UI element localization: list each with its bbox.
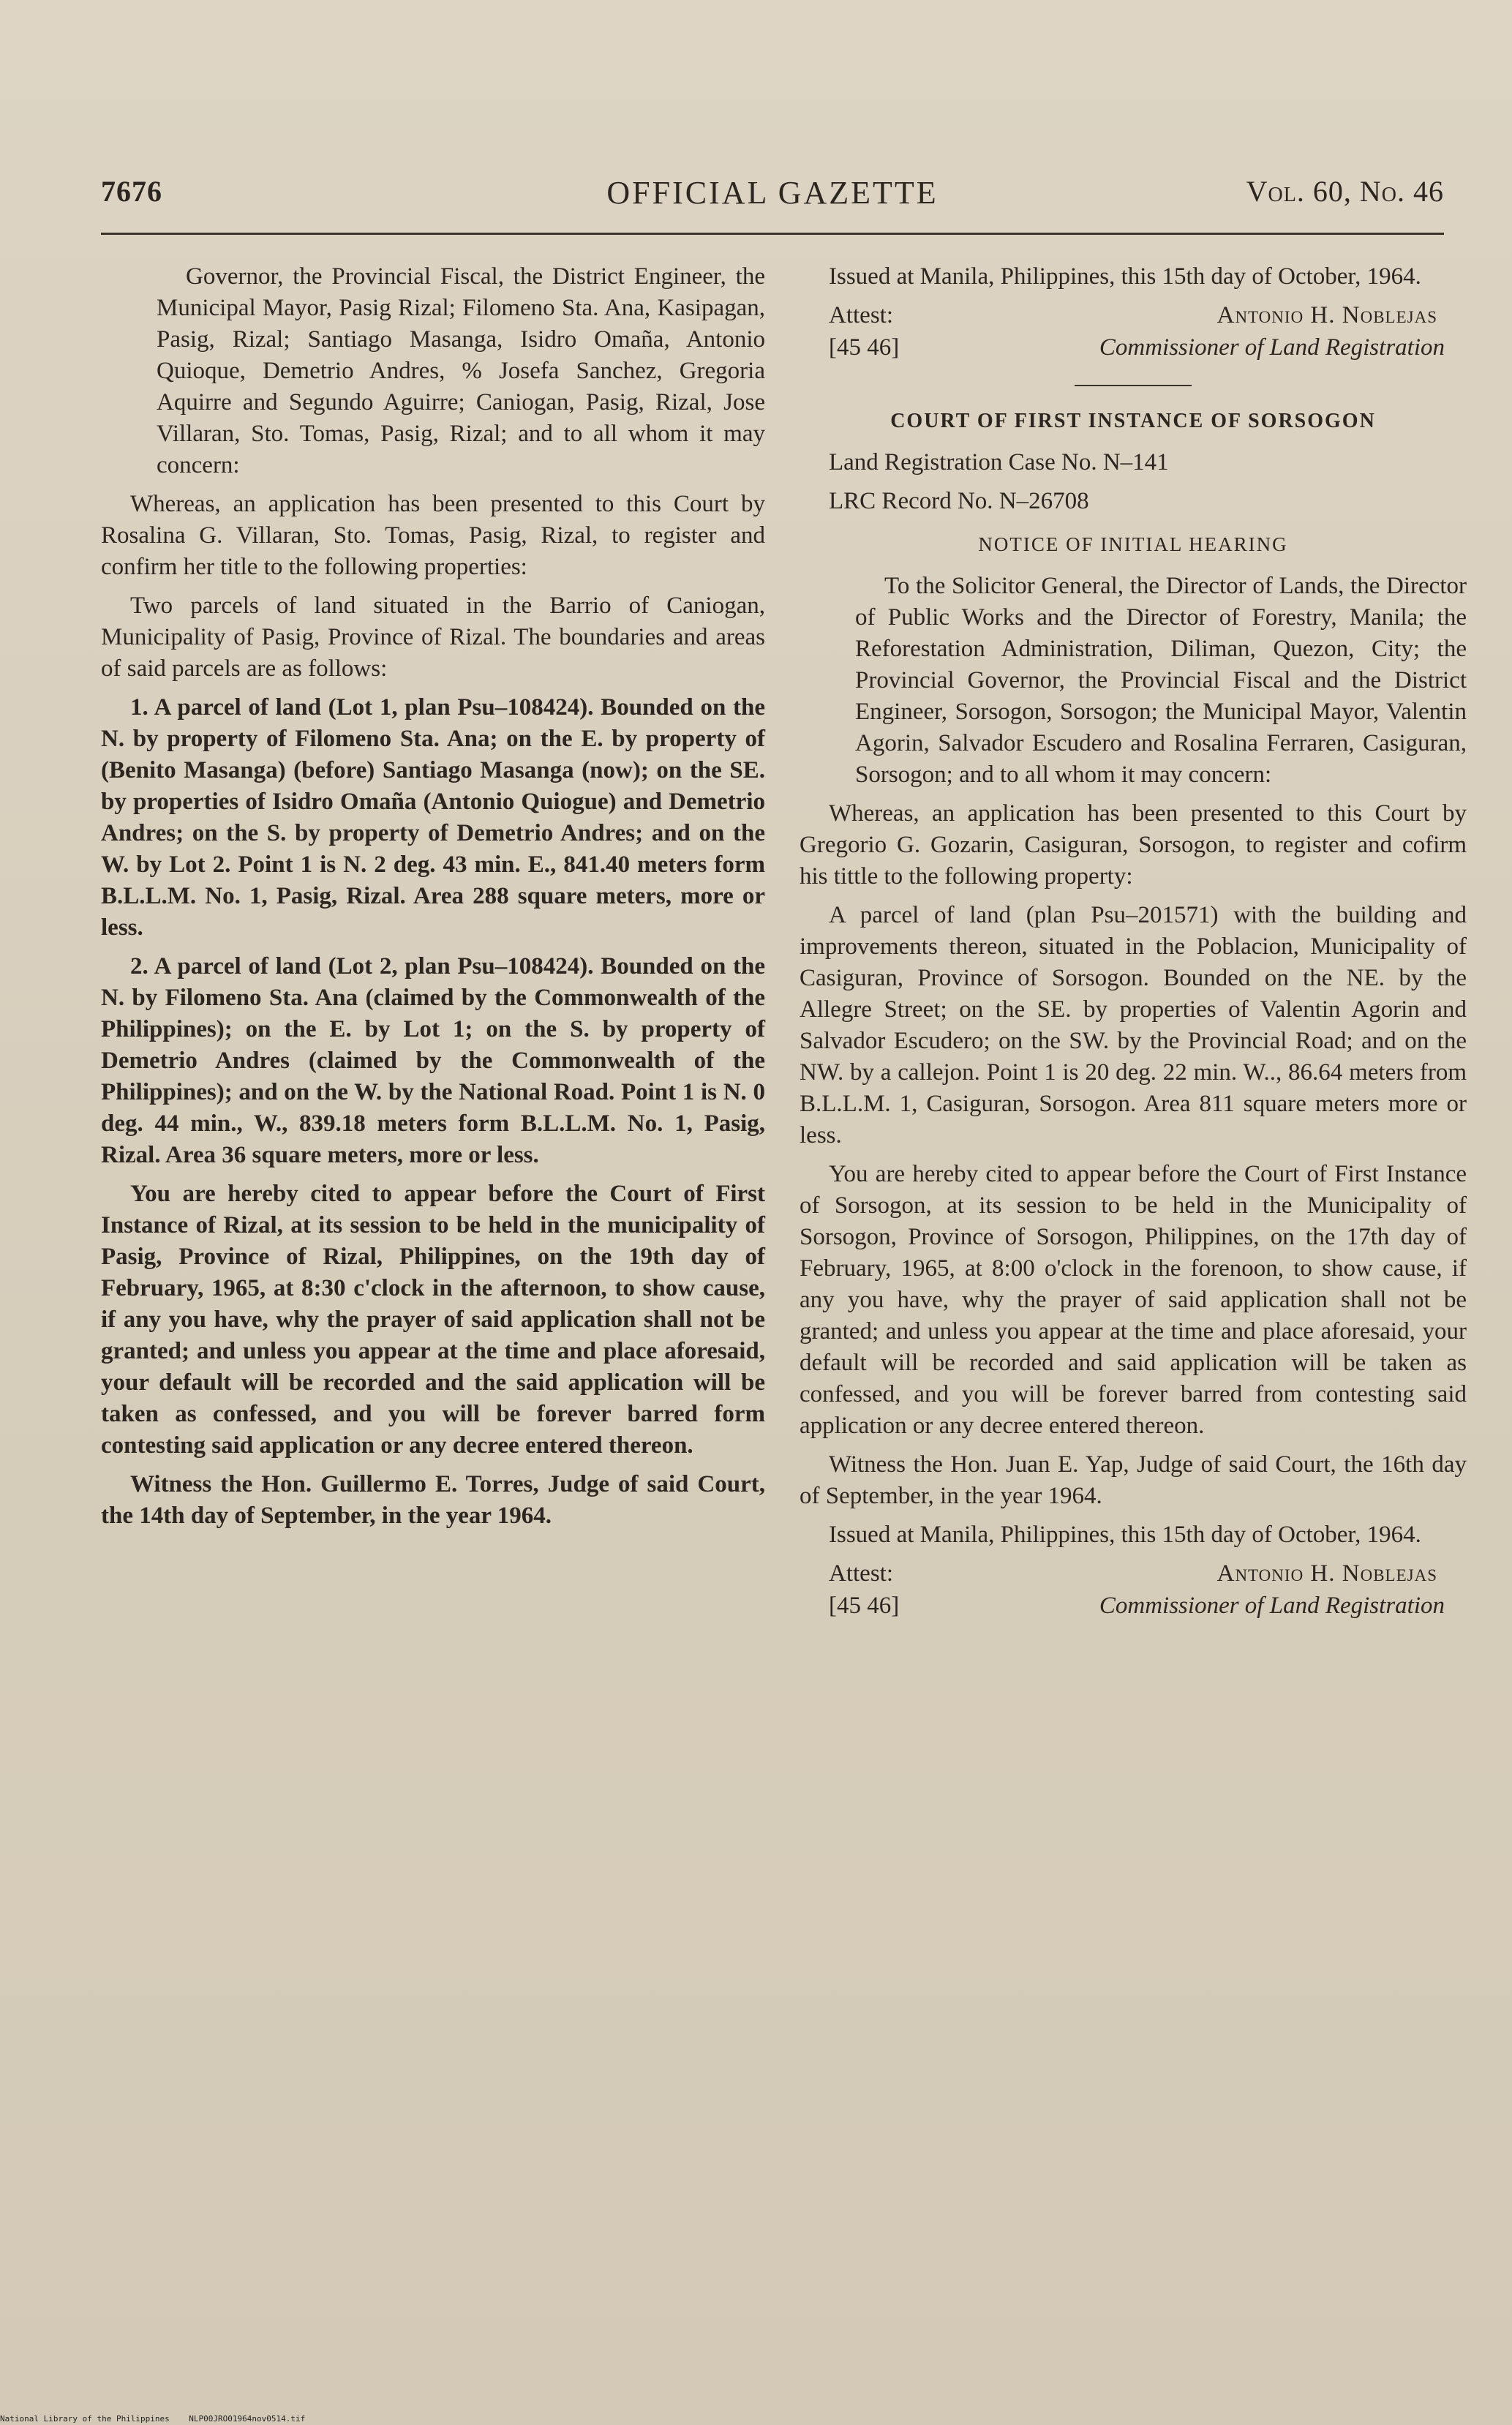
right-column: [800, 261, 1467, 1623]
case-number: Land Registration Case No. N–141: [829, 449, 1169, 475]
section-divider: [1075, 385, 1192, 386]
notice-cited: You are hereby cited to appear before the Court of First Instance of Sorsogon, at its session to be held in the Municipality of Sorsogon, Province of Sorsogon, Philippines, on the 17th day of February, 1965, at 8:00 o'clock in the forenoon, to show cause, if any you have, why the prayer of said application shall not be granted; and unless you appear at the time and place aforesaid, your default will be recorded and said application will be taken as confessed, and you will be forever barred from contesting said application or any decree entered thereon.: [800, 1161, 1467, 1439]
attest-row: [800, 300, 1467, 332]
notice-reference-number: [45 46]: [829, 1593, 900, 1619]
notice-reference-row: [800, 1590, 1467, 1623]
notice-witness: Witness the Hon. Juan E. Yap, Judge of said Court, the 16th day of September, in the year 1964.: [800, 1451, 1467, 1509]
parcel-1: 1. A parcel of land (Lot 1, plan Psu–108424). Bounded on the N. by property of Filomeno Sta. Ana; on the E. by property of (Benito Masanga) (before) Santiago Masanga (now); on the SE. by properties of Isidro Omaña (Antonio Quiogue) and Demetrio Andres; on the S. by property of Demetrio Andres; and on the W. by Lot 2. Point 1 is N. 2 deg. 43 min. E., 841.40 meters form B.L.L.M. No. 1, Pasig, Rizal. Area 288 square meters, more or less.: [101, 694, 765, 941]
attest-name: Antonio H. Noblejas: [1216, 302, 1437, 328]
commissioner-title: Commissioner of Land Registration: [1099, 334, 1445, 361]
volume-text: Vol. 60, No. 46: [1246, 175, 1444, 208]
notice-whereas: Whereas, an application has been presented to this Court by Gregorio G. Gozarin, Casiguran, Sorsogon, to register and cofirm his tittle to the following property:: [800, 800, 1467, 890]
lrc-record: LRC Record No. N–26708: [829, 488, 1089, 514]
whereas-paragraph: Whereas, an application has been presented to this Court by Rosalina G. Villaran, Sto. Tomas, Pasig, Rizal, to register and confirm her title to the following properties:: [101, 491, 765, 580]
notice-issued: Issued at Manila, Philippines, this 15th day of October, 1964.: [829, 1522, 1421, 1548]
cited-paragraph: You are hereby cited to appear before the Court of First Instance of Rizal, at its session to be held in the municipality of Pasig, Province of Rizal, Philippines, on the 19th day of February, 1965, at 8:30 c'clock in the afternoon, to show cause, if any you have, why the prayer of said application shall not be granted; and unless you appear at the time and place aforesaid, your default will be recorded and the said application will be taken as confessed, and you will be forever barred form contesting said application or any decree entered thereon.: [101, 1181, 765, 1459]
parcel-2: 2. A parcel of land (Lot 2, plan Psu–108424). Bounded on the N. by Filomeno Sta. Ana (claimed by the Commonwealth of the Philippines); on the E. by Lot 1; on the S. by property of Demetrio Andres (claimed by the Commonwealth of the Philippines); and on the W. by the National Road. Point 1 is N. 0 deg. 44 min., W., 839.18 meters form B.L.L.M. No. 1, Pasig, Rizal. Area 36 square meters, more or less.: [101, 953, 765, 1168]
reference-row: [800, 332, 1467, 364]
page-header: [101, 174, 1444, 218]
notice-attest-name: Antonio H. Noblejas: [1216, 1560, 1437, 1587]
scan-footer: National Library of the Philippines NLP00JRO01964nov0514.tif: [0, 2414, 306, 2424]
court-heading: COURT OF FIRST INSTANCE OF SORSOGON: [890, 410, 1376, 432]
volume-number: [1246, 174, 1444, 208]
left-column: [101, 261, 765, 1539]
parcels-intro: Two parcels of land situated in the Barrio of Caniogan, Municipality of Pasig, Province of Rizal. The boundaries and areas of said parcels are as follows:: [101, 593, 765, 682]
reference-number: [45 46]: [829, 334, 900, 361]
notice-attest-row: [800, 1558, 1467, 1590]
attest-label: Attest:: [829, 302, 893, 328]
page-number: 7676: [101, 175, 162, 208]
notice-attest-label: Attest:: [829, 1560, 893, 1587]
gazette-title: OFFICIAL GAZETTE: [606, 175, 939, 211]
notice-heading: NOTICE OF INITIAL HEARING: [978, 533, 1288, 555]
notice-addressees: To the Solicitor General, the Director of Lands, the Director of Public Works and the Director of Forestry, Manila; the Reforestation Administration, Diliman, Quezon, City; the Provincial Governor, the Provincial Fiscal and the District Engineer, Sorsogon, Sorsogon; the Municipal Mayor, Valentin Agorin, Salvador Escudero and Rosalina Ferraren, Casiguran, Sorsogon; and to all whom it may concern:: [855, 573, 1467, 788]
issued-paragraph: Issued at Manila, Philippines, this 15th day of October, 1964.: [829, 263, 1421, 290]
notice-parcel: A parcel of land (plan Psu–201571) with the building and improvements thereon, situated in the Poblacion, Municipality of Casiguran, Province of Sorsogon. Bounded on the NE. by the Allegre Street; on the SE. by properties of Valentin Agorin and Salvador Escudero; on the SW. by the Provincial Road; and on the NW. by a callejon. Point 1 is 20 deg. 22 min. W.., 86.64 meters from B.L.L.M. 1, Casiguran, Sorsogon. Area 811 square meters more or less.: [800, 902, 1467, 1148]
header-rule: [101, 233, 1444, 235]
addressee-continuation: Governor, the Provincial Fiscal, the District Engineer, the Municipal Mayor, Pasig Rizal; Filomeno Sta. Ana, Kasipagan, Pasig, Rizal; Santiago Masanga, Isidro Omaña, Antonio Quioque, Demetrio Andres, % Josefa Sanchez, Gregoria Aquirre and Segundo Aguirre; Caniogan, Pasig, Rizal, Jose Villaran, Sto. Tomas, Pasig, Rizal; and to all whom it may concern:: [157, 263, 765, 478]
witness-paragraph: Witness the Hon. Guillermo E. Torres, Judge of said Court, the 14th day of September, in the year 1964.: [101, 1471, 765, 1529]
notice-commissioner-title: Commissioner of Land Registration: [1099, 1593, 1445, 1619]
